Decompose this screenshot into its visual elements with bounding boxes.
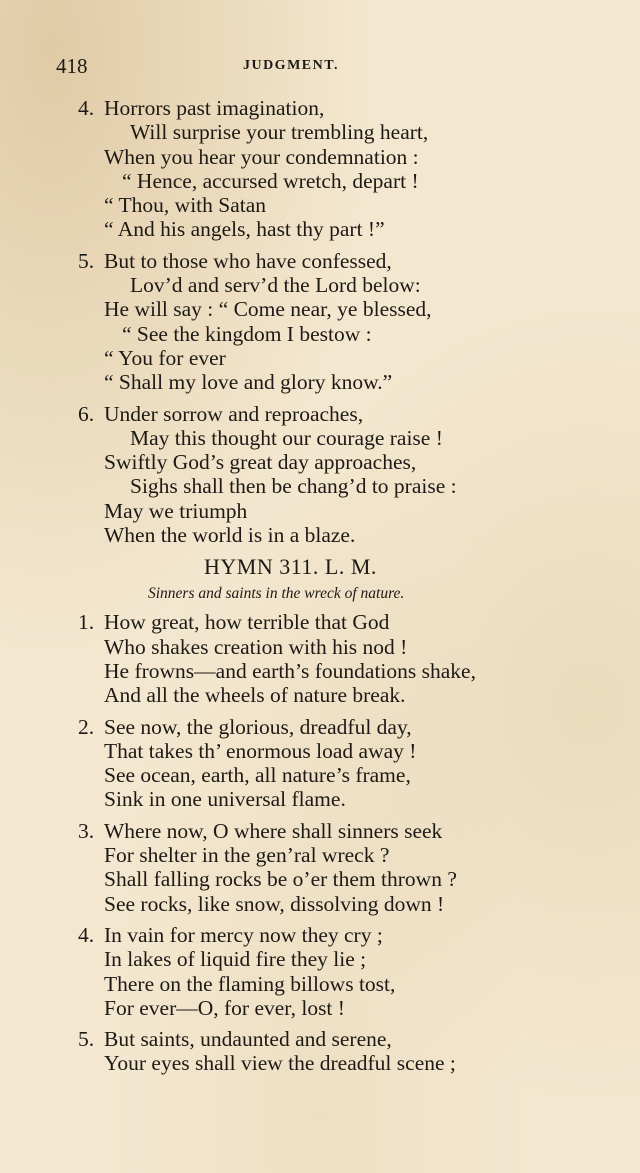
verse-line: Swiftly God’s great day approaches, xyxy=(104,450,417,475)
verse-line: “ Shall my love and glory know.” xyxy=(104,370,393,395)
verse-line: May we triumph xyxy=(104,498,248,523)
verse-line: “ Hence, accursed wretch, depart ! xyxy=(122,168,419,193)
stanza-number: 5. xyxy=(78,248,95,273)
stanza-number: 4. xyxy=(78,922,95,947)
stanza xyxy=(78,249,623,395)
hymn-title: HYMN 311. L. M. xyxy=(204,554,377,580)
verse-line: In vain for mercy now they cry ; xyxy=(104,922,383,947)
verse-line: And all the wheels of nature break. xyxy=(104,683,406,708)
stanza xyxy=(78,923,623,1020)
hymn-subtitle: Sinners and saints in the wreck of nature. xyxy=(148,585,405,603)
stanza-group-hymn-311 xyxy=(78,610,623,1075)
stanza-number: 6. xyxy=(78,401,95,426)
verse-line: When you hear your condemnation : xyxy=(104,144,419,169)
verse-line: Who shakes creation with his nod ! xyxy=(104,634,408,659)
verse-line: Where now, O where shall sinners seek xyxy=(104,818,443,843)
verse-line: “ You for ever xyxy=(104,345,226,370)
verse-line: May this thought our courage raise ! xyxy=(130,425,443,450)
verse-line: Your eyes shall view the dreadful scene ; xyxy=(104,1051,456,1076)
verse-line: In lakes of liquid fire they lie ; xyxy=(104,947,367,972)
stanza-number: 5. xyxy=(78,1027,95,1052)
verse-line: “ See the kingdom I bestow : xyxy=(122,321,372,346)
verse-line: Will surprise your trembling heart, xyxy=(130,120,429,145)
page-content xyxy=(78,96,623,1083)
stanza xyxy=(78,819,623,916)
verse-line: How great, how terrible that God xyxy=(104,610,390,635)
verse-line: That takes th’ enormous load away ! xyxy=(104,738,417,763)
stanza-number: 4. xyxy=(78,96,95,120)
verse-line: “ And his angels, hast thy part !” xyxy=(104,217,385,242)
stanza-number: 1. xyxy=(78,610,95,635)
verse-line: For shelter in the gen’ral wreck ? xyxy=(104,843,390,868)
verse-line: Lov’d and serv’d the Lord below: xyxy=(130,273,421,298)
stanza-number: 2. xyxy=(78,714,95,739)
verse-line: But saints, undaunted and serene, xyxy=(104,1027,392,1052)
verse-line: There on the flaming billows tost, xyxy=(104,971,396,996)
running-head: JUDGMENT. xyxy=(242,58,340,73)
stanza xyxy=(78,96,623,242)
stanza xyxy=(78,402,623,548)
verse-line: Shall falling rocks be o’er them thrown ? xyxy=(104,867,457,892)
verse-line: See now, the glorious, dreadful day, xyxy=(104,714,412,739)
page-header xyxy=(56,54,526,82)
verse-line: Sink in one universal flame. xyxy=(104,787,346,812)
verse-line: Sighs shall then be chang’d to praise : xyxy=(130,474,457,499)
verse-line: For ever—O, for ever, lost ! xyxy=(104,995,345,1020)
page-number: 418 xyxy=(56,54,88,78)
verse-line: “ Thou, with Satan xyxy=(104,193,267,218)
verse-line: See ocean, earth, all nature’s frame, xyxy=(104,763,411,788)
verse-line: See rocks, like snow, dissolving down ! xyxy=(104,891,445,916)
stanza xyxy=(78,1027,623,1076)
verse-line: When the world is in a blaze. xyxy=(104,523,356,548)
verse-line: Under sorrow and reproaches, xyxy=(104,401,364,426)
verse-line: Horrors past imagination, xyxy=(104,96,325,120)
verse-line: He will say : “ Come near, ye blessed, xyxy=(104,297,432,322)
stanza-group-previous-hymn xyxy=(78,96,623,547)
stanza xyxy=(78,715,623,812)
verse-line: But to those who have confessed, xyxy=(104,248,392,273)
verse-line: He frowns—and earth’s foundations shake, xyxy=(104,658,476,683)
stanza-number: 3. xyxy=(78,818,95,843)
stanza xyxy=(78,610,623,707)
